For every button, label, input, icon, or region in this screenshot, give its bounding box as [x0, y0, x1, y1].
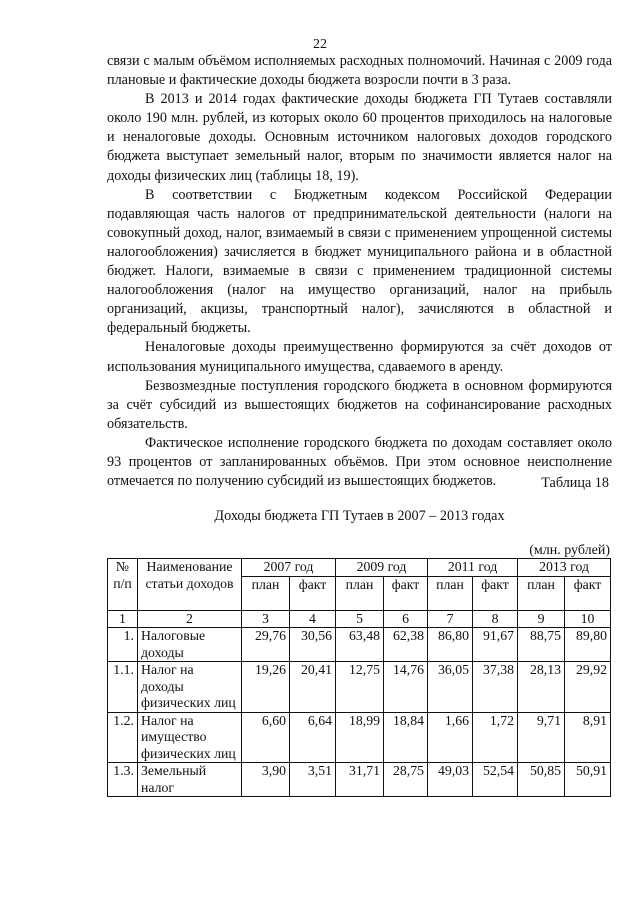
column-number: 7 — [428, 610, 473, 628]
cell-value: 62,38 — [384, 628, 428, 662]
row-name: Налоговые доходы — [138, 628, 242, 662]
column-number: 5 — [336, 610, 384, 628]
cell-value: 3,90 — [242, 763, 290, 797]
column-number: 3 — [242, 610, 290, 628]
header-plan: план — [518, 576, 565, 610]
paragraph: В соответствии с Бюджетным кодексом Российской Федерации подавляющая часть налогов от предпринимательской деятельности (налоги на совокупный доход, налог, взимаемый в связи с применением упрощенной системы налогообложения) зачисляется в бюджет муниципального района и в областной бюджет. Налоги, взимаемые в связи с применением традиционной системы налогообложения (налог на имущество организаций, налог на прибыль организаций, акцизы, транспортный налог), зачисляются в областной и федеральный бюджеты. — [107, 186, 612, 337]
header-plan: план — [428, 576, 473, 610]
cell-value: 50,85 — [518, 763, 565, 797]
table-label: Таблица 18 — [541, 475, 609, 491]
cell-value: 19,26 — [242, 662, 290, 713]
cell-value: 14,76 — [384, 662, 428, 713]
cell-value: 1,66 — [428, 712, 473, 763]
header-name: Наименование статьи доходов — [138, 559, 242, 611]
cell-value: 88,75 — [518, 628, 565, 662]
cell-value: 29,92 — [565, 662, 611, 713]
cell-value: 36,05 — [428, 662, 473, 713]
paragraph: В 2013 и 2014 годах фактические доходы бюджета ГП Тутаев составляли около 190 млн. рублей, из которых около 60 процентов приходилось на налоговые и неналоговые доходы. Основным источником налоговых доходов городского бюджета выступает земельный налог, вторым по значимости является налог на доходы физических лиц (таблицы 18, 19). — [107, 91, 612, 184]
header-plan: план — [242, 576, 290, 610]
header-year: 2007 год — [242, 559, 336, 577]
paragraph: Неналоговые доходы преимущественно формируются за счёт доходов от использования муниципального имущества, сдаваемого в аренду. — [107, 339, 612, 375]
revenue-table — [107, 558, 611, 797]
column-number: 1 — [108, 610, 138, 628]
cell-value: 20,41 — [290, 662, 336, 713]
cell-value: 30,56 — [290, 628, 336, 662]
header-fact: факт — [384, 576, 428, 610]
cell-value: 18,84 — [384, 712, 428, 763]
column-number: 10 — [565, 610, 611, 628]
cell-value: 1,72 — [473, 712, 518, 763]
row-name: Налог на имущество физических лиц — [138, 712, 242, 763]
column-number: 4 — [290, 610, 336, 628]
cell-value: 8,91 — [565, 712, 611, 763]
header-year: 2009 год — [336, 559, 428, 577]
table-row — [108, 662, 611, 713]
cell-value: 63,48 — [336, 628, 384, 662]
cell-value: 6,64 — [290, 712, 336, 763]
table-row — [108, 712, 611, 763]
header-year: 2013 год — [518, 559, 611, 577]
cell-value: 31,71 — [336, 763, 384, 797]
row-num: 1.3. — [108, 763, 138, 797]
header-fact: факт — [290, 576, 336, 610]
cell-value: 3,51 — [290, 763, 336, 797]
cell-value: 89,80 — [565, 628, 611, 662]
cell-value: 86,80 — [428, 628, 473, 662]
cell-value: 91,67 — [473, 628, 518, 662]
cell-value: 29,76 — [242, 628, 290, 662]
paragraph: Фактическое исполнение городского бюджета по доходам составляет около 93 процентов от запланированных объёмов. При этом основное неисполнение отмечается по получению субсидий из вышестоящих бюджетов. — [107, 434, 612, 490]
column-number-row — [108, 610, 611, 628]
column-number: 9 — [518, 610, 565, 628]
row-num: 1.2. — [108, 712, 138, 763]
header-num: № п/п — [108, 559, 138, 611]
header-year: 2011 год — [428, 559, 518, 577]
header-fact: факт — [473, 576, 518, 610]
table-units: (млн. рублей) — [529, 543, 610, 558]
row-name: Земельный налог — [138, 763, 242, 797]
cell-value: 52,54 — [473, 763, 518, 797]
paragraph: связи с малым объёмом исполняемых расходных полномочий. Начиная с 2009 года плановые и фактические доходы бюджета возросли почти в 3 раза. — [107, 53, 612, 89]
cell-value: 28,75 — [384, 763, 428, 797]
cell-value: 28,13 — [518, 662, 565, 713]
row-name: Налог на доходы физических лиц — [138, 662, 242, 713]
column-number: 8 — [473, 610, 518, 628]
page-number: 22 — [313, 37, 327, 52]
column-number: 6 — [384, 610, 428, 628]
row-num: 1.1. — [108, 662, 138, 713]
row-num: 1. — [108, 628, 138, 662]
cell-value: 37,38 — [473, 662, 518, 713]
column-number: 2 — [138, 610, 242, 628]
table-row — [108, 763, 611, 797]
cell-value: 49,03 — [428, 763, 473, 797]
table-row — [108, 628, 611, 662]
cell-value: 9,71 — [518, 712, 565, 763]
cell-value: 50,91 — [565, 763, 611, 797]
table-title: Доходы бюджета ГП Тутаев в 2007 – 2013 годах — [214, 508, 505, 524]
header-plan: план — [336, 576, 384, 610]
header-fact: факт — [565, 576, 611, 610]
body-text — [107, 52, 612, 491]
cell-value: 12,75 — [336, 662, 384, 713]
cell-value: 18,99 — [336, 712, 384, 763]
paragraph: Безвозмездные поступления городского бюджета в основном формируются за счёт субсидий из вышестоящих бюджетов на софинансирование расходных обязательств. — [107, 377, 612, 432]
cell-value: 6,60 — [242, 712, 290, 763]
